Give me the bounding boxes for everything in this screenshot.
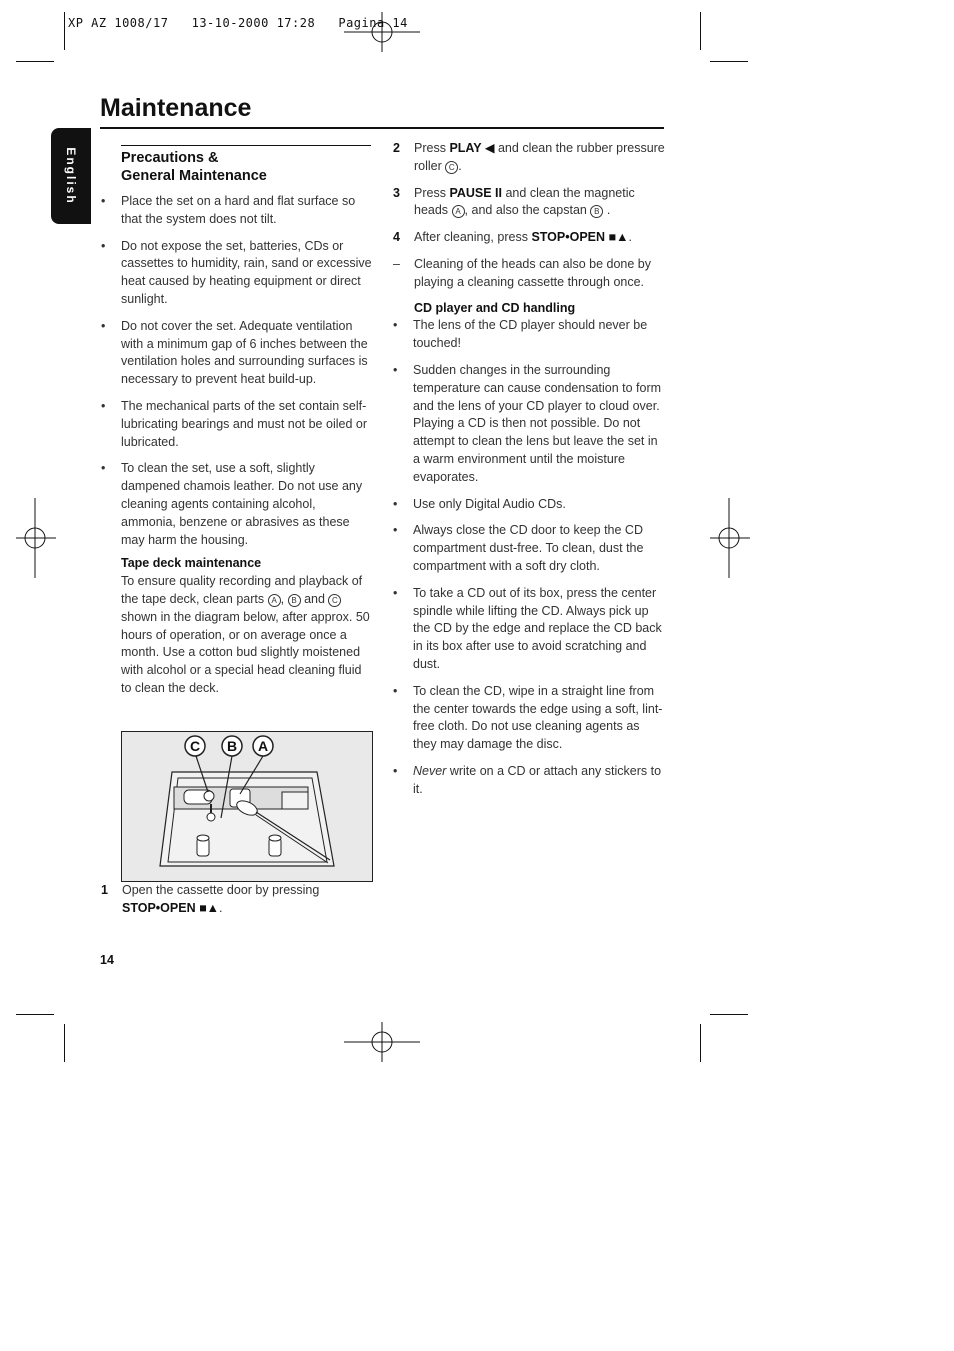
step-3: 3 Press PAUSE II and clean the magnetic heads A , and also the capstan B . [393, 185, 635, 218]
diagram-label-c: C [189, 738, 201, 754]
language-tab [51, 128, 91, 224]
part-b-marker: B [288, 594, 301, 607]
list-item: • Use only Digital Audio CDs. [392, 496, 666, 514]
registration-mark-top [344, 12, 420, 52]
registration-mark-left [16, 498, 56, 578]
part-c-marker: C [328, 594, 341, 607]
list-item: • Do not cover the set. Adequate ventilation with a minimum gap of 6 inches between the ventilation holes and surrounding surfaces is necessary to prevent heat build-up. [100, 318, 372, 389]
list-item: • To clean the set, use a soft, slightly dampened chamois leather. Do not use any cleaning agents containing alcohol, ammonia, benzene or abrasives as these may harm the housing. [100, 460, 372, 549]
cleaning-note: – Cleaning of the heads can also be done by playing a cleaning cassette through once. [393, 256, 651, 289]
header-stamp: XP AZ 1008/17 13-10-2000 17:28 Pagina 14 [68, 16, 408, 30]
crop-mark [16, 61, 54, 62]
page-number: 14 [100, 953, 114, 967]
part-a-marker: A [268, 594, 281, 607]
list-item: • To clean the CD, wipe in a straight line from the center towards the edge using a soft, lint-free cloth. Do not use cleaning agents as they may damage the disc. [392, 683, 666, 754]
step-4: 4 After cleaning, press STOP•OPEN ■▲. [393, 230, 632, 245]
part-c-marker: C [445, 161, 458, 174]
crop-mark [16, 1014, 54, 1015]
section-rule [121, 145, 371, 146]
step-2: 2 Press PLAY ◀ and clean the rubber pressure roller C . [393, 141, 665, 173]
crop-mark [700, 12, 701, 50]
language-tab-label: English [64, 147, 78, 205]
title-rule [100, 127, 664, 129]
registration-mark-right [710, 498, 750, 578]
precautions-list [100, 193, 372, 549]
list-item: • To take a CD out of its box, press the center spindle while lifting the CD. Always pick up the CD by the edge and replace the CD back in its box after use to avoid scratching and dust. [392, 585, 666, 674]
right-column [392, 140, 666, 808]
list-item: • Place the set on a hard and flat surface so that the system does not tilt. [100, 193, 372, 229]
crop-mark [700, 1024, 701, 1062]
crop-mark [64, 1024, 65, 1062]
crop-mark [64, 12, 65, 50]
list-item: • Do not expose the set, batteries, CDs or cassettes to humidity, rain, sand or excessive heat caused by heating equipment or direct sunlight. [100, 238, 372, 309]
part-b-marker: B [590, 205, 603, 218]
list-item: • The mechanical parts of the set contain self-lubricating bearings and must not be oiled or lubricated. [100, 398, 372, 451]
crop-mark [710, 1014, 748, 1015]
list-item: • Sudden changes in the surrounding temperature can cause condensation to form and the lens of your CD player to cloud over. Playing a CD is then not possible. Do not attempt to clean the lens but leave the set in a warm environment until the moisture evaporates. [392, 362, 666, 487]
part-a-marker: A [452, 205, 465, 218]
list-item: • Never write on a CD or attach any stickers to it. [392, 763, 666, 799]
cd-handling-list [392, 317, 666, 798]
diagram-label-a: A [257, 738, 269, 754]
diagram-label-b: B [226, 738, 238, 754]
step-1: 1 Open the cassette door by pressing STOP•OPEN ■▲. [101, 883, 320, 915]
tape-deck-heading: Tape deck maintenance [121, 556, 262, 571]
section-heading: Precautions & General Maintenance [121, 150, 267, 184]
registration-mark-bottom [344, 1022, 420, 1062]
tape-deck-text: To ensure quality recording and playback of the tape deck, clean parts A , B and C shown in the diagram below, after approx. 50 hours of operation, or on average once a month. Use a cotton bud slightly moistened with alcohol or a special head cleaning fluid to clean the deck. [121, 574, 370, 695]
list-item: • The lens of the CD player should never be touched! [392, 317, 666, 353]
left-column [100, 145, 372, 698]
cd-heading: CD player and CD handling [414, 300, 576, 315]
crop-mark [710, 61, 748, 62]
tape-deck-diagram [121, 731, 373, 882]
page-title: Maintenance [100, 94, 252, 122]
list-item: • Always close the CD door to keep the CD compartment dust-free. To clean, dust the compartment with a soft dry cloth. [392, 522, 666, 575]
